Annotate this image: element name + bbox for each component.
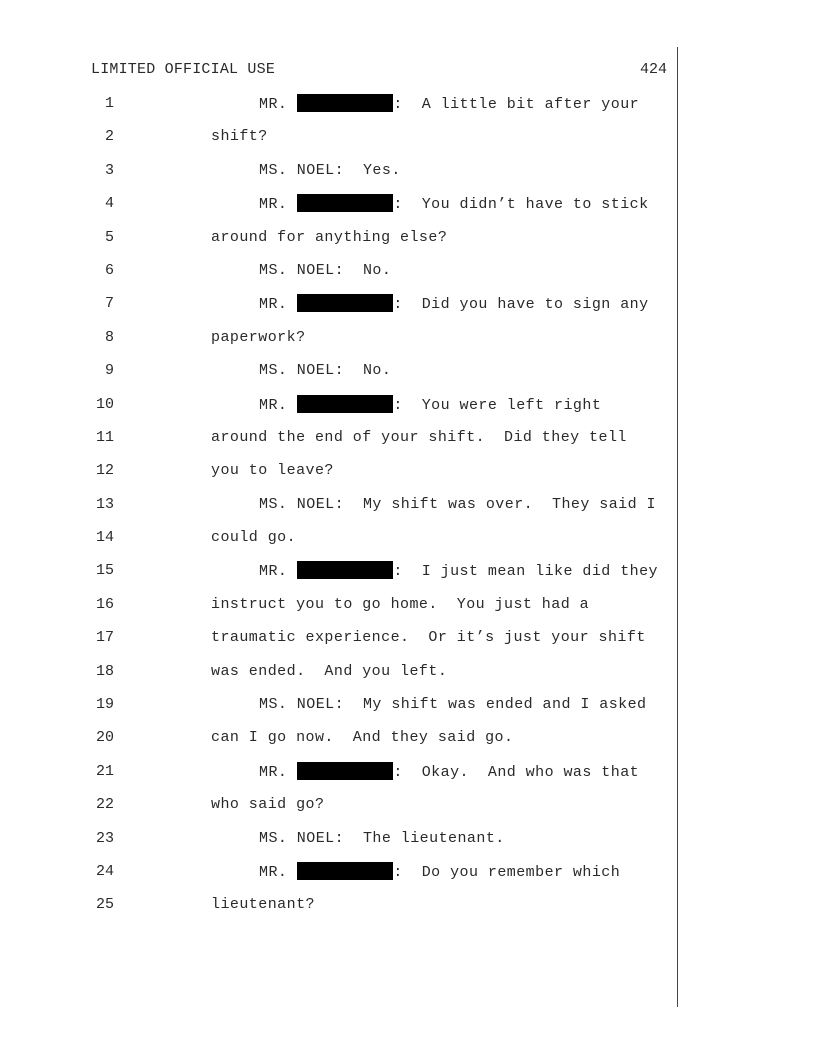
line-number: 24 [95,862,114,880]
line-content: : Do you remember which [393,863,621,881]
transcript-line [0,695,816,728]
line-number: 18 [95,662,114,680]
line-number: 1 [104,95,114,112]
line-number: 17 [95,629,114,647]
transcript-line [0,795,816,828]
transcript-line [0,895,816,928]
transcript-line [0,628,816,661]
speaker-prefix: MR. [259,296,288,314]
line-content: : A little bit after your [393,96,640,113]
line-text: traumatic experience. Or it’s just your shift [211,629,646,647]
line-number: 9 [104,362,114,380]
transcript-line [0,361,816,394]
redaction-bar [297,561,393,579]
line-text [259,395,601,416]
transcript-line [0,428,816,461]
transcript-line [0,762,816,795]
transcript-line [0,461,816,494]
transcript-line [0,161,816,194]
transcript-body [0,94,816,929]
transcript-line [0,829,816,862]
line-number: 19 [95,696,114,714]
speaker-prefix: MR. [259,396,288,414]
line-number: 14 [95,529,114,547]
transcript-line [0,127,816,160]
transcript-line [0,261,816,294]
line-number: 13 [95,495,114,513]
line-number: 7 [104,295,114,313]
line-content: : Did you have to sign any [393,296,649,314]
line-number: 21 [95,762,114,780]
line-text: shift? [211,128,268,146]
line-number: 2 [104,128,114,146]
transcript-line [0,728,816,761]
redaction-bar [297,94,393,112]
transcript-line [0,528,816,561]
line-number: 16 [95,595,114,613]
transcript-line [0,862,816,895]
line-number: 25 [95,896,114,914]
line-text [259,194,649,215]
line-number: 15 [95,562,114,580]
classification-marking: LIMITED OFFICIAL USE [91,61,276,78]
line-text: can I go now. And they said go. [211,729,514,747]
line-content: : You didn’t have to stick [393,196,649,214]
line-text: MS. NOEL: My shift was ended and I asked [259,696,647,714]
line-content: : I just mean like did they [393,563,659,581]
line-text: MS. NOEL: The lieutenant. [259,829,505,847]
speaker-prefix: MR. [259,863,288,881]
line-text: you to leave? [211,462,334,480]
line-text [259,862,620,883]
redaction-bar [297,194,393,212]
speaker-prefix: MR. [259,563,288,581]
transcript-line [0,662,816,695]
line-text [259,561,658,582]
redaction-bar [297,862,393,880]
redaction-bar [297,294,393,312]
line-text: lieutenant? [211,896,315,914]
transcript-line [0,94,816,127]
line-text: around the end of your shift. Did they tell [211,428,627,446]
line-text: MS. NOEL: My shift was over. They said I [259,495,656,513]
line-number: 4 [104,195,114,213]
line-content: : Okay. And who was that [393,763,640,781]
transcript-line [0,194,816,227]
line-text: who said go? [211,796,325,814]
transcript-line [0,294,816,327]
line-text: was ended. And you left. [211,662,448,680]
line-content: : You were left right [393,396,602,414]
line-number: 8 [104,328,114,346]
redaction-bar [297,395,393,413]
transcript-line [0,395,816,428]
line-number: 11 [95,428,114,446]
line-text [259,762,639,783]
page-number: 424 [639,61,667,78]
redaction-bar [297,762,393,780]
line-number: 5 [104,228,114,246]
transcript-line [0,328,816,361]
line-text [259,94,639,115]
speaker-prefix: MR. [259,763,288,781]
transcript-line [0,595,816,628]
transcript-line [0,228,816,261]
line-text: could go. [211,529,297,547]
line-number: 10 [95,395,114,413]
speaker-prefix: MR. [259,196,288,214]
line-number: 20 [95,729,114,747]
line-text: around for anything else? [211,228,448,246]
line-text: MS. NOEL: No. [259,362,392,380]
line-number: 3 [104,161,114,179]
speaker-prefix: MR. [259,96,288,113]
transcript-line [0,495,816,528]
transcript-line [0,561,816,594]
line-number: 12 [95,462,114,480]
line-number: 23 [95,829,114,847]
page-header [91,61,667,81]
line-text [259,294,649,315]
line-number: 22 [95,796,114,814]
line-text: instruct you to go home. You just had a [211,595,590,613]
line-text: MS. NOEL: Yes. [259,161,401,179]
line-text: MS. NOEL: No. [259,261,392,279]
line-text: paperwork? [211,328,306,346]
line-number: 6 [104,261,114,279]
